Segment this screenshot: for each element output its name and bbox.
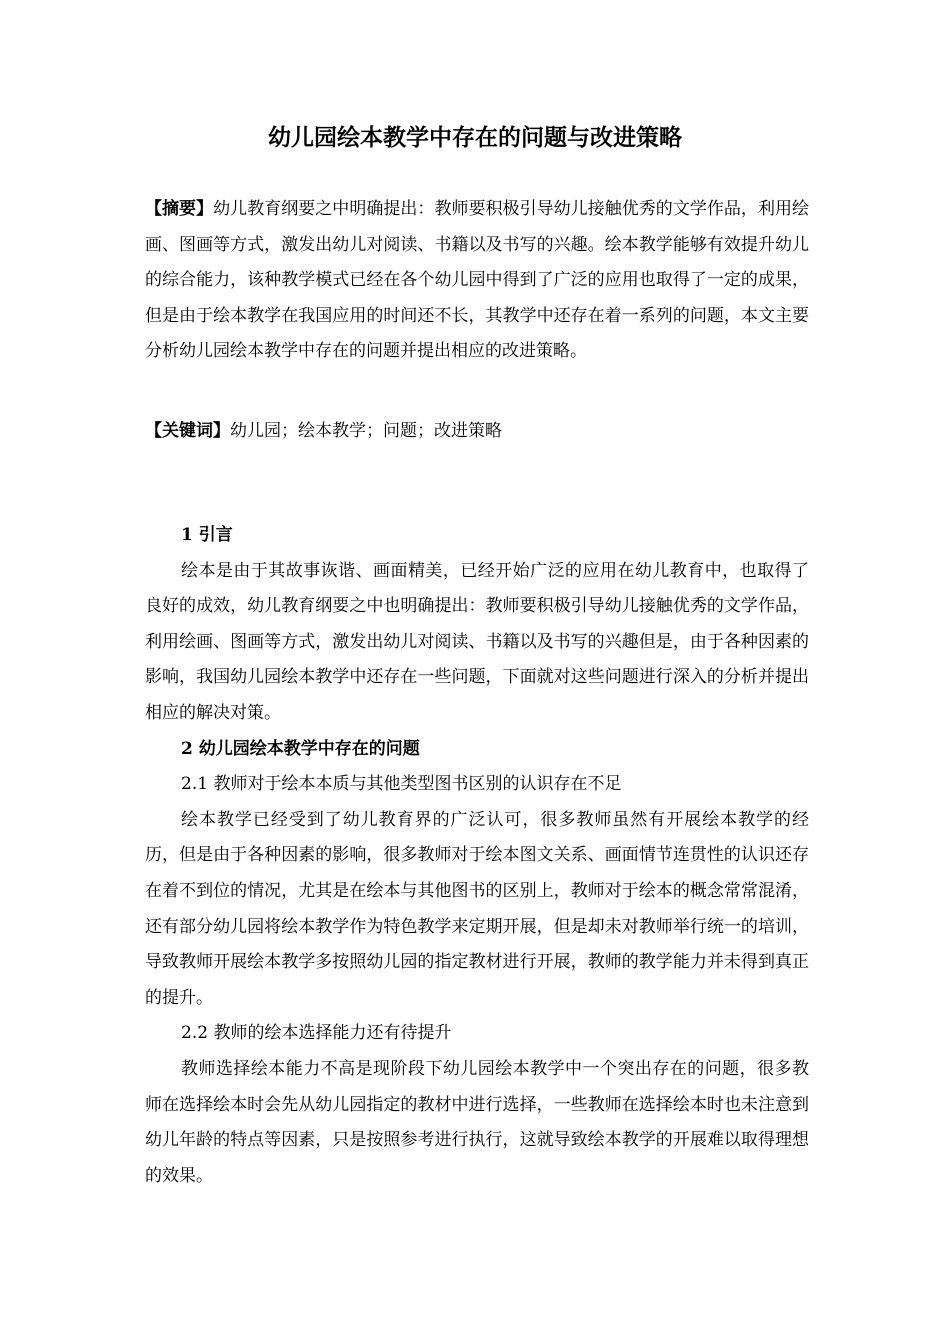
abstract-label: 【摘要】 bbox=[145, 199, 214, 219]
section-2-heading: 2 幼儿园绘本教学中存在的问题 bbox=[181, 738, 420, 759]
section-2-1-paragraph: 绘本教学已经受到了幼儿教育界的广泛认可，很多教师虽然有开展绘本教学的经历，但是由于各种因素的影响，很多教师对于绘本图文关系、画面情节连贯性的认识还存在着不到位的情况，尤其是在绘本与其他图书的区别上，教师对于绘本的概念常常混淆，还有部分幼儿园将绘本教学作为特色教学来定期开展，但是却未对教师举行统一的培训，导致教师开展绘本教学多按照幼儿园的指定教材进行开展，教师的教学能力并未得到真正的提升。 bbox=[145, 809, 809, 1008]
abstract-text: 幼儿教育纲要之中明确提出：教师要积极引导幼儿接触优秀的文学作品，利用绘画、图画等方式，激发出幼儿对阅读、书籍以及书写的兴趣。绘本教学能够有效提升幼儿的综合能力，该种教学模式已经在各个幼儿园中得到了广泛的应用也取得了一定的成果，但是由于绘本教学在我国应用的时间还不长，其教学中还存在着一系列的问题，本文主要分析幼儿园绘本教学中存在的问题并提出相应的改进策略。 bbox=[145, 199, 810, 362]
keywords bbox=[145, 414, 809, 450]
section-1-paragraph: 绘本是由于其故事诙谐、画面精美，已经开始广泛的应用在幼儿教育中，也取得了良好的成效，幼儿教育纲要之中也明确提出：教师要积极引导幼儿接触优秀的文学作品，利用绘画、图画等方式，激发出幼儿对阅读、书籍以及书写的兴趣但是，由于各种因素的影响，我国幼儿园绘本教学中还存在一些问题，下面就对这些问题进行深入的分析并提出相应的解决对策。 bbox=[145, 560, 809, 723]
section-2-2-paragraph: 教师选择绘本能力不高是现阶段下幼儿园绘本教学中一个突出存在的问题，很多教师在选择绘本时会先从幼儿园指定的教材中进行选择，一些教师在选择绘本时也未注意到幼儿年龄的特点等因素，只是按照参考进行执行，这就导致绘本教学的开展难以取得理想的效果。 bbox=[145, 1058, 809, 1186]
document-body bbox=[145, 518, 809, 1194]
section-2-2-heading: 2.2 教师的绘本选择能力还有待提升 bbox=[181, 1023, 452, 1044]
section-2-1-heading: 2.1 教师对于绘本本质与其他类型图书区别的认识存在不足 bbox=[181, 774, 622, 795]
section-1-heading: 1 引言 bbox=[181, 525, 233, 545]
document-title: 幼儿园绘本教学中存在的问题与改进策略 bbox=[268, 124, 682, 151]
keywords-text: 幼儿园；绘本教学；问题；改进策略 bbox=[230, 421, 502, 441]
abstract bbox=[145, 192, 809, 370]
keywords-label: 【关键词】 bbox=[145, 421, 230, 441]
